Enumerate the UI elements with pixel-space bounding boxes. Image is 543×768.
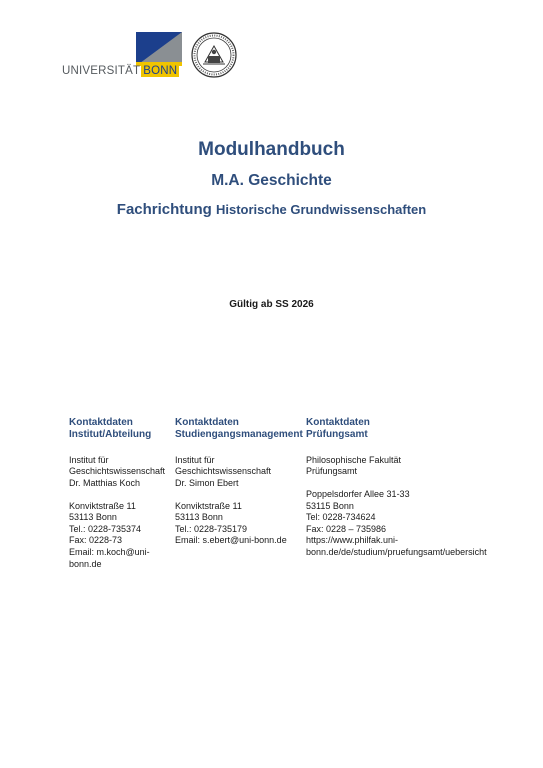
- contact-heading-line-1: Kontaktdaten: [306, 417, 370, 428]
- contact-heading-line-2: Studiengangsmanagement: [175, 429, 303, 441]
- contact-line: Poppelsdorfer Allee 31-33: [306, 489, 410, 499]
- logo-text-universitaet: UNIVERSITÄT: [62, 65, 141, 77]
- focus-rest: Historische Grundwissenschaften: [215, 202, 427, 217]
- contact-line: Konviktstraße 11: [175, 500, 242, 511]
- contact-line: Tel.: 0228-735179: [175, 523, 248, 534]
- contact-column-study-management: [175, 417, 303, 547]
- focus-title: [0, 198, 543, 222]
- program-title: M.A. Geschichte: [211, 172, 332, 189]
- contact-line: 53113 Bonn: [175, 512, 223, 523]
- contact-line: 53113 Bonn: [69, 512, 117, 523]
- contact-heading-line-2: Prüfungsamt: [306, 429, 368, 441]
- contact-heading-line-1: Kontaktdaten: [69, 417, 133, 428]
- contact-line: Konviktstraße 11: [69, 500, 136, 511]
- university-logo-text: [62, 65, 179, 78]
- university-logo-mark-icon: [136, 32, 182, 66]
- contact-column-institute: [69, 417, 173, 570]
- contact-line: Geschichtswissenschaft: [69, 466, 166, 477]
- contact-website-link[interactable]: https://www.philfak.uni-: [306, 535, 399, 546]
- contact-line: Fax: 0228-73: [69, 535, 123, 546]
- document-title: Modulhandbuch: [198, 139, 345, 160]
- contact-email[interactable]: Email: s.ebert@uni-bonn.de: [175, 535, 287, 546]
- contact-heading-line-1: Kontaktdaten: [175, 417, 239, 428]
- contact-line: Prüfungsamt: [306, 466, 358, 477]
- contact-line: Fax: 0228 – 735986: [306, 523, 387, 534]
- contact-column-exam-office: [306, 417, 506, 559]
- contact-line: Dr. Simon Ebert: [175, 478, 239, 488]
- logo-text-bonn: BONN: [143, 65, 178, 77]
- contact-heading: [69, 417, 173, 442]
- contact-line: Tel: 0228-734624: [306, 512, 376, 523]
- contact-heading: [306, 417, 506, 442]
- contact-email[interactable]: bonn.de: [69, 558, 102, 569]
- validity-note: Gültig ab SS 2026: [229, 299, 314, 310]
- contact-website-link[interactable]: bonn.de/de/studium/pruefungsamt/uebersicht: [306, 546, 487, 557]
- contact-line: Institut für: [69, 454, 109, 465]
- contact-line: Geschichtswissenschaft: [175, 466, 272, 477]
- contact-email[interactable]: Email: m.koch@uni-: [69, 546, 150, 557]
- contact-line: Institut für: [175, 454, 215, 465]
- contact-line: Philosophische Fakultät: [306, 454, 402, 465]
- contact-heading-line-2: Institut/Abteilung: [69, 429, 152, 441]
- contact-heading: [175, 417, 303, 442]
- focus-prefix: Fachrichtung: [116, 201, 212, 218]
- title-block: [0, 136, 543, 222]
- contact-line: Dr. Matthias Koch: [69, 478, 141, 488]
- contact-line: Tel.: 0228-735374: [69, 523, 142, 534]
- contact-line: 53115 Bonn: [306, 500, 354, 511]
- faculty-seal-icon: [191, 32, 237, 78]
